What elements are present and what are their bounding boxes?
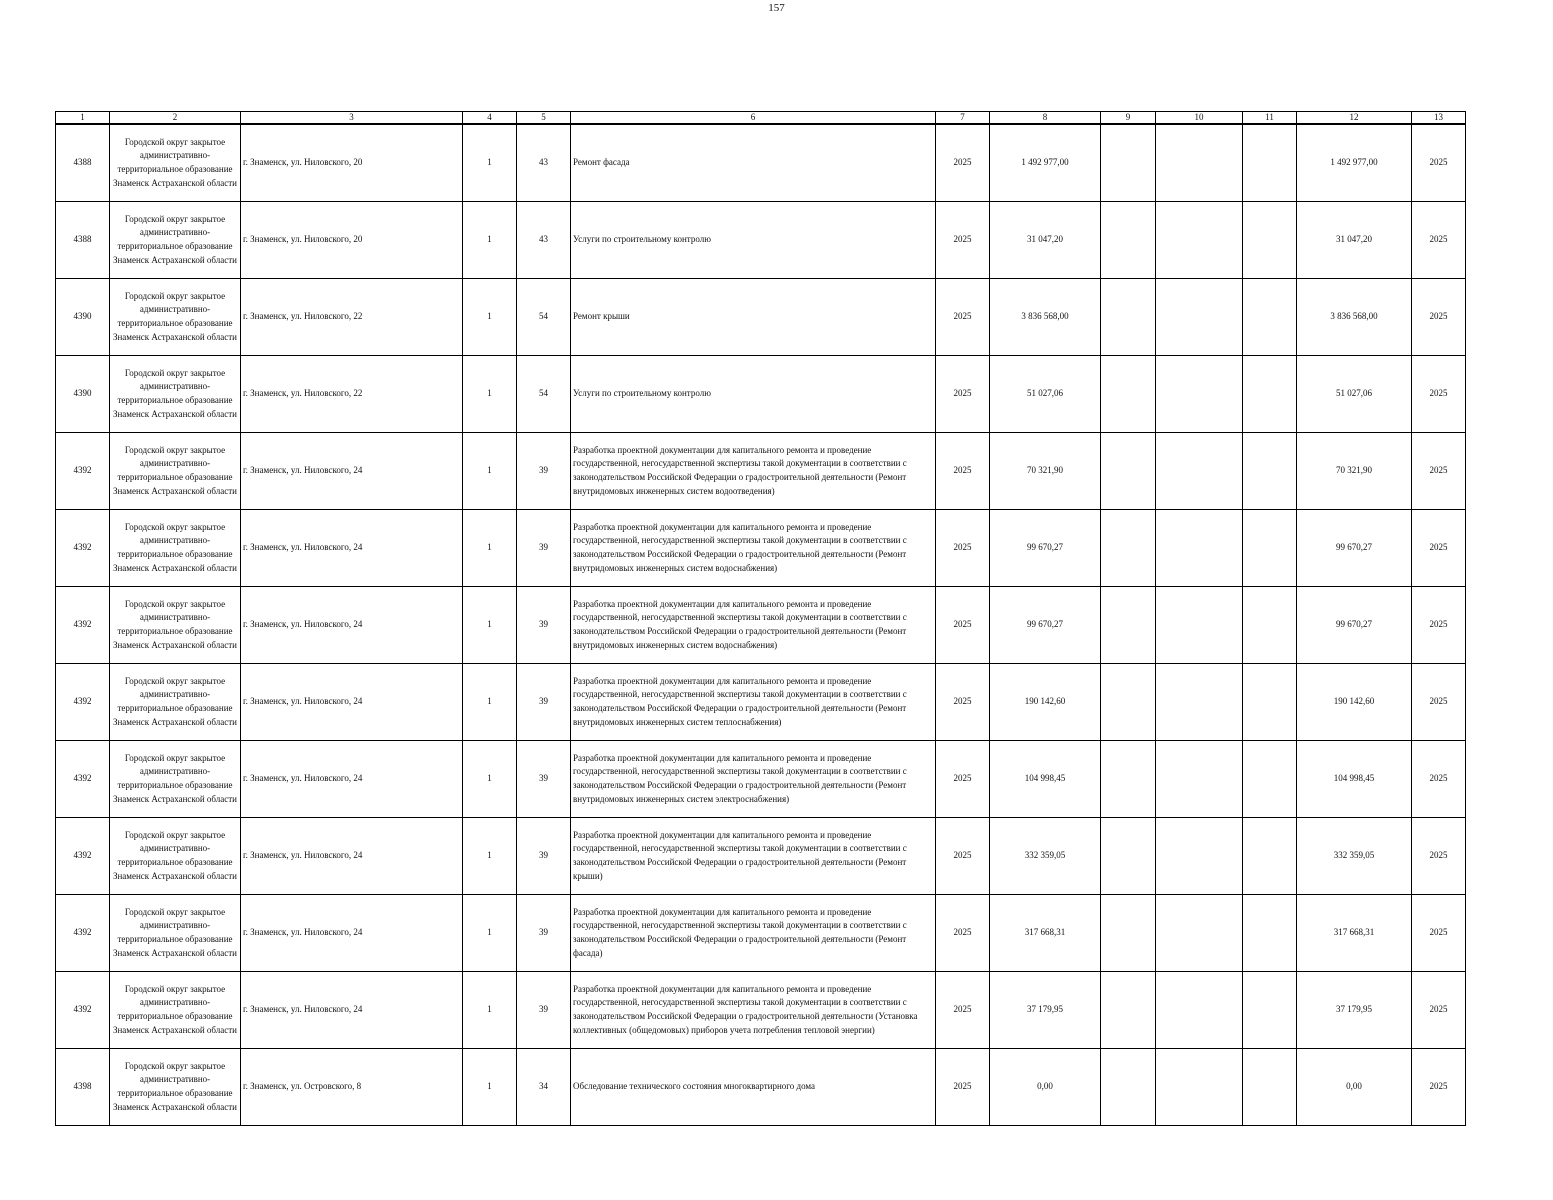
cell-col11 bbox=[1243, 279, 1297, 356]
column-header: 8 bbox=[990, 112, 1101, 125]
cell-cost: 37 179,95 bbox=[990, 972, 1101, 1049]
cell-cost: 3 836 568,00 bbox=[990, 279, 1101, 356]
cell-col11 bbox=[1243, 587, 1297, 664]
cell-cost: 99 670,27 bbox=[990, 510, 1101, 587]
cell-cost-total: 190 142,60 bbox=[1297, 664, 1412, 741]
cell-cost-total: 51 027,06 bbox=[1297, 356, 1412, 433]
cell-address: г. Знаменск, ул. Ниловского, 24 bbox=[241, 741, 463, 818]
cell-col10 bbox=[1156, 1049, 1243, 1126]
cell-year-end: 2025 bbox=[1412, 433, 1466, 510]
cell-cost-total: 31 047,20 bbox=[1297, 202, 1412, 279]
cell-col9 bbox=[1101, 741, 1156, 818]
cell-municipality: Городской округ закрытое административно-территориальное образование Знаменск Астраханской области bbox=[110, 972, 241, 1049]
cell-year-end: 2025 bbox=[1412, 818, 1466, 895]
table-row bbox=[56, 1049, 1466, 1126]
cell-col11 bbox=[1243, 510, 1297, 587]
cell-id: 4388 bbox=[56, 202, 110, 279]
cell-year: 2025 bbox=[936, 510, 990, 587]
cell-cost-total: 37 179,95 bbox=[1297, 972, 1412, 1049]
cell-col4: 1 bbox=[463, 510, 517, 587]
cell-municipality: Городской округ закрытое административно-территориальное образование Знаменск Астраханской области bbox=[110, 279, 241, 356]
cell-col10 bbox=[1156, 279, 1243, 356]
cell-cost-total: 1 492 977,00 bbox=[1297, 124, 1412, 202]
cell-work-type: Разработка проектной документации для капитального ремонта и проведение государственной, негосударственной экспертизы такой документации в соответствии с законодательством Российской Федерации о градостроительной деятельности (Ремонт внутридомовых инженерных систем водоотведения) bbox=[571, 433, 936, 510]
cell-col5: 39 bbox=[517, 818, 571, 895]
cell-col9 bbox=[1101, 124, 1156, 202]
cell-address: г. Знаменск, ул. Ниловского, 24 bbox=[241, 972, 463, 1049]
cell-address: г. Знаменск, ул. Ниловского, 24 bbox=[241, 587, 463, 664]
cell-year: 2025 bbox=[936, 279, 990, 356]
cell-year-end: 2025 bbox=[1412, 972, 1466, 1049]
cell-year: 2025 bbox=[936, 587, 990, 664]
table-row bbox=[56, 741, 1466, 818]
cell-municipality: Городской округ закрытое административно-территориальное образование Знаменск Астраханской области bbox=[110, 433, 241, 510]
table-row bbox=[56, 510, 1466, 587]
page-number: 157 bbox=[768, 2, 785, 14]
cell-address: г. Знаменск, ул. Ниловского, 24 bbox=[241, 510, 463, 587]
cell-municipality: Городской округ закрытое административно-территориальное образование Знаменск Астраханской области bbox=[110, 510, 241, 587]
cell-address: г. Знаменск, ул. Ниловского, 22 bbox=[241, 356, 463, 433]
cell-col5: 39 bbox=[517, 587, 571, 664]
cell-year-end: 2025 bbox=[1412, 279, 1466, 356]
cell-col10 bbox=[1156, 124, 1243, 202]
cell-municipality: Городской округ закрытое административно-территориальное образование Знаменск Астраханской области bbox=[110, 202, 241, 279]
works-table bbox=[55, 111, 1466, 1126]
cell-cost-total: 99 670,27 bbox=[1297, 587, 1412, 664]
cell-id: 4392 bbox=[56, 818, 110, 895]
cell-col5: 54 bbox=[517, 279, 571, 356]
table-row bbox=[56, 972, 1466, 1049]
cell-year: 2025 bbox=[936, 895, 990, 972]
cell-year: 2025 bbox=[936, 664, 990, 741]
cell-cost: 1 492 977,00 bbox=[990, 124, 1101, 202]
column-header: 9 bbox=[1101, 112, 1156, 125]
cell-id: 4392 bbox=[56, 510, 110, 587]
cell-year-end: 2025 bbox=[1412, 741, 1466, 818]
cell-col10 bbox=[1156, 972, 1243, 1049]
cell-col11 bbox=[1243, 818, 1297, 895]
cell-cost-total: 332 359,05 bbox=[1297, 818, 1412, 895]
cell-col4: 1 bbox=[463, 1049, 517, 1126]
cell-id: 4388 bbox=[56, 124, 110, 202]
table-body bbox=[56, 124, 1466, 1126]
cell-col9 bbox=[1101, 279, 1156, 356]
column-header: 6 bbox=[571, 112, 936, 125]
cell-work-type: Разработка проектной документации для капитального ремонта и проведение государственной, негосударственной экспертизы такой документации в соответствии с законодательством Российской Федерации о градостроительной деятельности (Установка коллективных (общедомовых) приборов учета потребления тепловой энергии) bbox=[571, 972, 936, 1049]
cell-year-end: 2025 bbox=[1412, 587, 1466, 664]
cell-cost: 70 321,90 bbox=[990, 433, 1101, 510]
cell-col9 bbox=[1101, 1049, 1156, 1126]
cell-col5: 39 bbox=[517, 510, 571, 587]
cell-cost: 0,00 bbox=[990, 1049, 1101, 1126]
cell-col5: 34 bbox=[517, 1049, 571, 1126]
cell-address: г. Знаменск, ул. Ниловского, 22 bbox=[241, 279, 463, 356]
cell-cost-total: 3 836 568,00 bbox=[1297, 279, 1412, 356]
cell-cost: 332 359,05 bbox=[990, 818, 1101, 895]
column-header: 10 bbox=[1156, 112, 1243, 125]
cell-col11 bbox=[1243, 741, 1297, 818]
cell-col4: 1 bbox=[463, 818, 517, 895]
column-header: 11 bbox=[1243, 112, 1297, 125]
cell-municipality: Городской округ закрытое административно-территориальное образование Знаменск Астраханской области bbox=[110, 124, 241, 202]
cell-cost: 190 142,60 bbox=[990, 664, 1101, 741]
cell-col5: 39 bbox=[517, 664, 571, 741]
table-row bbox=[56, 664, 1466, 741]
cell-col11 bbox=[1243, 972, 1297, 1049]
cell-col10 bbox=[1156, 433, 1243, 510]
cell-col5: 39 bbox=[517, 972, 571, 1049]
cell-col4: 1 bbox=[463, 664, 517, 741]
cell-municipality: Городской округ закрытое административно-территориальное образование Знаменск Астраханской области bbox=[110, 895, 241, 972]
cell-col4: 1 bbox=[463, 279, 517, 356]
cell-municipality: Городской округ закрытое административно-территориальное образование Знаменск Астраханской области bbox=[110, 1049, 241, 1126]
table-row bbox=[56, 818, 1466, 895]
cell-col5: 39 bbox=[517, 433, 571, 510]
cell-col11 bbox=[1243, 1049, 1297, 1126]
cell-col4: 1 bbox=[463, 433, 517, 510]
cell-col10 bbox=[1156, 202, 1243, 279]
cell-municipality: Городской округ закрытое административно-территориальное образование Знаменск Астраханской области bbox=[110, 587, 241, 664]
column-header: 7 bbox=[936, 112, 990, 125]
cell-cost: 51 027,06 bbox=[990, 356, 1101, 433]
cell-municipality: Городской округ закрытое административно-территориальное образование Знаменск Астраханской области bbox=[110, 356, 241, 433]
cell-cost: 31 047,20 bbox=[990, 202, 1101, 279]
table-row bbox=[56, 279, 1466, 356]
cell-address: г. Знаменск, ул. Ниловского, 20 bbox=[241, 202, 463, 279]
cell-cost-total: 0,00 bbox=[1297, 1049, 1412, 1126]
cell-id: 4392 bbox=[56, 895, 110, 972]
cell-col9 bbox=[1101, 510, 1156, 587]
cell-work-type: Разработка проектной документации для капитального ремонта и проведение государственной, негосударственной экспертизы такой документации в соответствии с законодательством Российской Федерации о градостроительной деятельности (Ремонт внутридомовых инженерных систем электроснабжения) bbox=[571, 741, 936, 818]
cell-col5: 54 bbox=[517, 356, 571, 433]
column-header: 4 bbox=[463, 112, 517, 125]
cell-col4: 1 bbox=[463, 202, 517, 279]
cell-col5: 43 bbox=[517, 202, 571, 279]
cell-work-type: Ремонт крыши bbox=[571, 279, 936, 356]
cell-col11 bbox=[1243, 356, 1297, 433]
cell-year: 2025 bbox=[936, 202, 990, 279]
column-header: 12 bbox=[1297, 112, 1412, 125]
cell-col4: 1 bbox=[463, 741, 517, 818]
cell-work-type: Разработка проектной документации для капитального ремонта и проведение государственной, негосударственной экспертизы такой документации в соответствии с законодательством Российской Федерации о градостроительной деятельности (Ремонт фасада) bbox=[571, 895, 936, 972]
header-row bbox=[56, 112, 1466, 125]
table-row bbox=[56, 433, 1466, 510]
cell-cost-total: 104 998,45 bbox=[1297, 741, 1412, 818]
cell-id: 4392 bbox=[56, 587, 110, 664]
cell-col10 bbox=[1156, 664, 1243, 741]
cell-cost: 317 668,31 bbox=[990, 895, 1101, 972]
cell-year: 2025 bbox=[936, 818, 990, 895]
cell-col11 bbox=[1243, 895, 1297, 972]
cell-municipality: Городской округ закрытое административно-территориальное образование Знаменск Астраханской области bbox=[110, 741, 241, 818]
cell-work-type: Разработка проектной документации для капитального ремонта и проведение государственной, негосударственной экспертизы такой документации в соответствии с законодательством Российской Федерации о градостроительной деятельности (Ремонт внутридомовых инженерных систем водоснабжения) bbox=[571, 587, 936, 664]
cell-col11 bbox=[1243, 664, 1297, 741]
table-row bbox=[56, 356, 1466, 433]
cell-id: 4392 bbox=[56, 741, 110, 818]
cell-col11 bbox=[1243, 202, 1297, 279]
cell-col10 bbox=[1156, 510, 1243, 587]
cell-col5: 39 bbox=[517, 741, 571, 818]
cell-year-end: 2025 bbox=[1412, 664, 1466, 741]
cell-address: г. Знаменск, ул. Ниловского, 24 bbox=[241, 895, 463, 972]
cell-col9 bbox=[1101, 818, 1156, 895]
column-header: 1 bbox=[56, 112, 110, 125]
cell-col9 bbox=[1101, 587, 1156, 664]
table-row bbox=[56, 895, 1466, 972]
column-header: 13 bbox=[1412, 112, 1466, 125]
cell-year-end: 2025 bbox=[1412, 895, 1466, 972]
cell-id: 4390 bbox=[56, 356, 110, 433]
cell-address: г. Знаменск, ул. Ниловского, 24 bbox=[241, 664, 463, 741]
table-row bbox=[56, 202, 1466, 279]
cell-id: 4390 bbox=[56, 279, 110, 356]
cell-work-type: Услуги по строительному контролю bbox=[571, 356, 936, 433]
cell-year: 2025 bbox=[936, 433, 990, 510]
cell-col9 bbox=[1101, 356, 1156, 433]
cell-col10 bbox=[1156, 895, 1243, 972]
cell-year: 2025 bbox=[936, 124, 990, 202]
cell-col4: 1 bbox=[463, 895, 517, 972]
cell-id: 4398 bbox=[56, 1049, 110, 1126]
cell-municipality: Городской округ закрытое административно-территориальное образование Знаменск Астраханской области bbox=[110, 818, 241, 895]
cell-col4: 1 bbox=[463, 124, 517, 202]
cell-col9 bbox=[1101, 972, 1156, 1049]
cell-col4: 1 bbox=[463, 972, 517, 1049]
cell-col4: 1 bbox=[463, 356, 517, 433]
cell-work-type: Ремонт фасада bbox=[571, 124, 936, 202]
cell-cost: 104 998,45 bbox=[990, 741, 1101, 818]
cell-address: г. Знаменск, ул. Ниловского, 20 bbox=[241, 124, 463, 202]
cell-address: г. Знаменск, ул. Ниловского, 24 bbox=[241, 818, 463, 895]
cell-year: 2025 bbox=[936, 1049, 990, 1126]
cell-id: 4392 bbox=[56, 664, 110, 741]
table-row bbox=[56, 587, 1466, 664]
cell-year-end: 2025 bbox=[1412, 356, 1466, 433]
cell-year: 2025 bbox=[936, 741, 990, 818]
cell-municipality: Городской округ закрытое административно-территориальное образование Знаменск Астраханской области bbox=[110, 664, 241, 741]
cell-year-end: 2025 bbox=[1412, 510, 1466, 587]
cell-col10 bbox=[1156, 818, 1243, 895]
cell-col11 bbox=[1243, 433, 1297, 510]
cell-col10 bbox=[1156, 741, 1243, 818]
cell-work-type: Разработка проектной документации для капитального ремонта и проведение государственной, негосударственной экспертизы такой документации в соответствии с законодательством Российской Федерации о градостроительной деятельности (Ремонт внутридомовых инженерных систем теплоснабжения) bbox=[571, 664, 936, 741]
cell-cost: 99 670,27 bbox=[990, 587, 1101, 664]
cell-address: г. Знаменск, ул. Островского, 8 bbox=[241, 1049, 463, 1126]
cell-id: 4392 bbox=[56, 972, 110, 1049]
cell-col9 bbox=[1101, 202, 1156, 279]
cell-cost-total: 70 321,90 bbox=[1297, 433, 1412, 510]
cell-col11 bbox=[1243, 124, 1297, 202]
cell-cost-total: 317 668,31 bbox=[1297, 895, 1412, 972]
cell-col5: 39 bbox=[517, 895, 571, 972]
column-header: 2 bbox=[110, 112, 241, 125]
cell-col5: 43 bbox=[517, 124, 571, 202]
cell-address: г. Знаменск, ул. Ниловского, 24 bbox=[241, 433, 463, 510]
cell-work-type: Разработка проектной документации для капитального ремонта и проведение государственной, негосударственной экспертизы такой документации в соответствии с законодательством Российской Федерации о градостроительной деятельности (Ремонт крыши) bbox=[571, 818, 936, 895]
cell-year: 2025 bbox=[936, 972, 990, 1049]
column-header: 5 bbox=[517, 112, 571, 125]
cell-col10 bbox=[1156, 356, 1243, 433]
cell-cost-total: 99 670,27 bbox=[1297, 510, 1412, 587]
cell-id: 4392 bbox=[56, 433, 110, 510]
table-row bbox=[56, 124, 1466, 202]
cell-col9 bbox=[1101, 433, 1156, 510]
cell-col9 bbox=[1101, 895, 1156, 972]
cell-year: 2025 bbox=[936, 356, 990, 433]
cell-work-type: Услуги по строительному контролю bbox=[571, 202, 936, 279]
cell-col9 bbox=[1101, 664, 1156, 741]
cell-year-end: 2025 bbox=[1412, 1049, 1466, 1126]
cell-col10 bbox=[1156, 587, 1243, 664]
cell-col4: 1 bbox=[463, 587, 517, 664]
cell-year-end: 2025 bbox=[1412, 202, 1466, 279]
cell-work-type: Разработка проектной документации для капитального ремонта и проведение государственной, негосударственной экспертизы такой документации в соответствии с законодательством Российской Федерации о градостроительной деятельности (Ремонт внутридомовых инженерных систем водоснабжения) bbox=[571, 510, 936, 587]
cell-year-end: 2025 bbox=[1412, 124, 1466, 202]
column-header: 3 bbox=[241, 112, 463, 125]
cell-work-type: Обследование технического состояния многоквартирного дома bbox=[571, 1049, 936, 1126]
